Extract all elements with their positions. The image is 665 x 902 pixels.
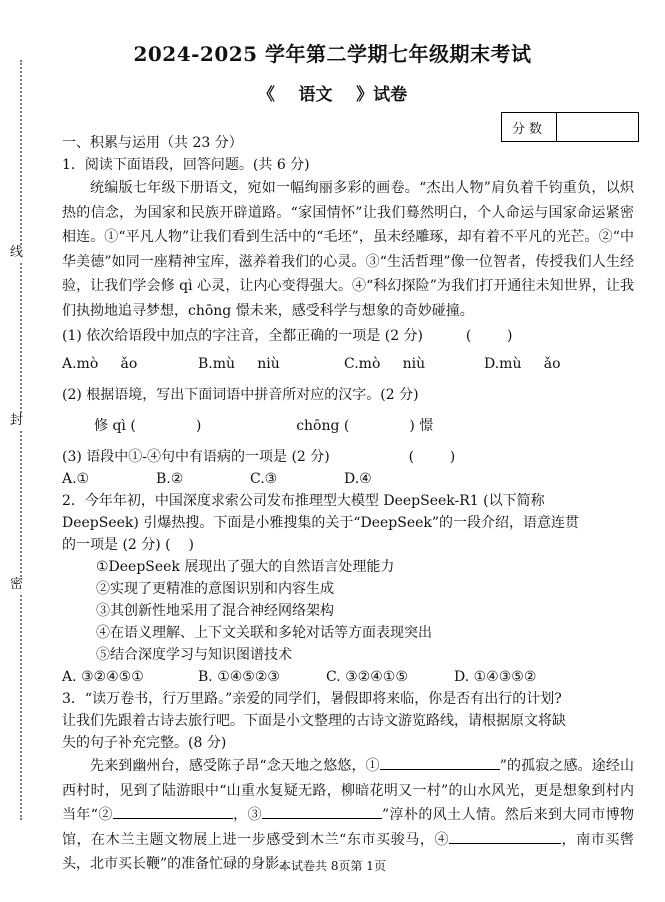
q1-stem: 1．阅读下面语段，回答问题。(共 6 分): [62, 157, 310, 173]
option-b[interactable]: B.mù niù: [198, 356, 280, 372]
q1-sub1-paren: ( ): [465, 328, 513, 344]
option-c[interactable]: C. ③②④①⑤: [326, 669, 408, 685]
q1-sub1-options: [62, 353, 634, 375]
q1-sub2-item1-pre: 修 qì (: [94, 418, 136, 434]
option-d[interactable]: D.mù ǎo: [484, 356, 561, 372]
q3-text-1: 先来到幽州台，感受陈子昂“念天地之悠悠，①: [90, 758, 380, 774]
q2-sentence-3: ③其创新性地采用了混合神经网络架构: [96, 603, 334, 619]
q1-sub2-item1-post: ): [195, 418, 202, 434]
score-label: 分数: [502, 113, 557, 141]
binding-label-seal: 封: [10, 413, 24, 428]
answer-blank-3[interactable]: [262, 804, 382, 819]
q3-text-3: ，③: [232, 807, 262, 823]
binding-label-secret: 密: [10, 577, 24, 592]
option-b[interactable]: B. ①④⑤②③: [198, 669, 280, 685]
exam-title: 2024-2025 学年第二学期七年级期末考试: [133, 42, 532, 66]
q2-sentence-4: ④在语义理解、上下文关联和多轮对话等方面表现突出: [96, 625, 432, 641]
q1-sub3-stem: (3) 语段中①-④句中有语病的一项是 (2 分): [62, 449, 330, 465]
q1-sub3-options: [62, 468, 634, 490]
q1-sub2-item2-post: ) 憬: [409, 418, 434, 434]
q1-sub1-stem: (1) 依次给语段中加点的字注音，全都正确的一项是 (2 分): [62, 328, 424, 344]
exam-subtitle: 《 语文 》试卷: [257, 85, 408, 105]
q3-text-4: ”淳朴的风土人情。然后来到大同市博物馆，在木兰主题文物展上进一步感受到木兰“东市买骏马，④: [62, 807, 635, 848]
q2-stem-2: DeepSeek) 引爆热搜。下面是小雅搜集的关于“DeepSeek”的一段介绍，语意连贯: [62, 515, 580, 531]
q3-stem-3: 失的句子补充完整。(8 分): [62, 735, 227, 751]
q1-passage: 统编版七年级下册语文，宛如一幅绚丽多彩的画卷。“杰出人物”肩负着千钧重负，以炽热的信念，为国家和民族开辟道路。“家国情怀”让我们蓦然明白，个人命运与国家命运紧密相连。①“平凡人物”让我们看到生活中的“毛坯”，虽未经雕琢，却有着不平凡的光芒。②“中华美德”如同一座精神宝库，滋养着我们的心灵。③“生活哲理”像一位智者，传授我们人生经验，让我们学会修 qì 心灵，让内心变得强大。④“科幻探险”为我们打开通往未知世界，让我们执拗地追寻梦想，chōng 憬未来，感受科学与想象的奇妙碰撞。: [62, 180, 634, 319]
q2-options: [62, 666, 634, 688]
q2-sentence-5: ⑤结合深度学习与知识图谱技术: [96, 647, 292, 663]
q1-sub3: [62, 446, 634, 468]
q2-sentence-2: ②实现了更精准的意图识别和内容生成: [96, 581, 334, 597]
section-heading: 一、积累与运用（共 23 分）: [62, 135, 243, 151]
q2-stem-1: 2．今年年初，中国深度求索公司发布推理型大模型 DeepSeek-R1 (以下简称: [62, 493, 545, 509]
q1-sub1: [62, 325, 634, 347]
option-d[interactable]: D.④: [344, 471, 372, 487]
binding-label-line: 线: [10, 245, 24, 260]
exam-content: [62, 132, 634, 877]
binding-dotted-line: [20, 60, 22, 820]
q2-sentence-1: ①DeepSeek 展现出了强大的自然语言处理能力: [96, 559, 395, 575]
answer-blank-4[interactable]: [449, 829, 561, 844]
option-c[interactable]: C.③: [250, 471, 278, 487]
answer-blank-2[interactable]: [113, 804, 233, 819]
option-a[interactable]: A.①: [62, 471, 90, 487]
q2-stem-3: 的一项是 (2 分) ( ): [62, 537, 194, 553]
q1-sub3-paren: ( ): [408, 449, 456, 465]
q1-sub2-stem: (2) 根据语境，写出下面词语中拼音所对应的汉字。(2 分): [62, 387, 419, 403]
answer-blank-1[interactable]: [380, 755, 500, 770]
q1-sub2-item2-pre: chōng (: [296, 418, 350, 434]
q3-stem-2: 让我们先跟着古诗去旅行吧。下面是小文整理的古诗文游览路线，请根据原文将缺: [62, 713, 566, 729]
q3-text-2: ”的孤寂之感。途经山西村时，见到了陆游眼中“山重水复疑无路，柳暗花明又一村”的山水风光，更是想象到村内当年“②: [62, 758, 634, 823]
option-b[interactable]: B.②: [156, 471, 184, 487]
q1-sub2-items: [62, 415, 634, 437]
q3-stem-1: 3．“读万卷书，行万里路。”亲爱的同学们，暑假即将来临，你是否有出行的计划?: [62, 691, 562, 707]
q3-text-5: ，南市买辔头，北市买长鞭”的准备忙碌的身影。: [62, 831, 635, 872]
option-d[interactable]: D. ①④③⑤②: [454, 669, 537, 685]
page-footer: 本试卷共 8页第 1页: [279, 859, 386, 873]
option-a[interactable]: A.mò ǎo: [62, 356, 138, 372]
option-c[interactable]: C.mò niù: [344, 356, 426, 372]
option-a[interactable]: A. ③②④⑤①: [62, 669, 144, 685]
